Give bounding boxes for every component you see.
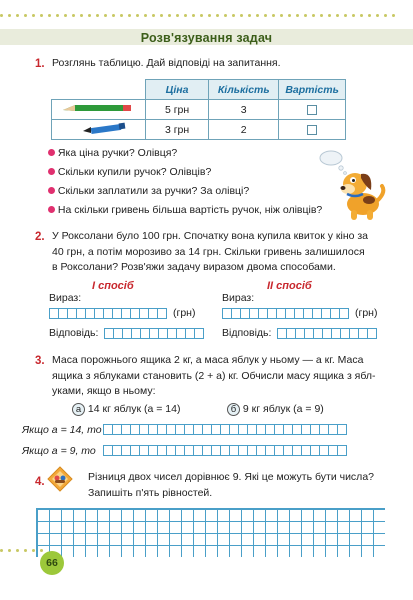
price-cell: 3 грн <box>145 120 209 140</box>
method-1-label: І спосіб <box>92 280 134 292</box>
option-b-marker: б <box>227 403 240 416</box>
pair-work-icon <box>47 466 73 495</box>
answer-input-1[interactable] <box>104 328 203 339</box>
bullet-icon <box>48 187 55 194</box>
cost-cell[interactable] <box>279 120 346 140</box>
expression-input-1[interactable] <box>49 308 166 319</box>
task-number-2: 2. <box>35 231 45 243</box>
pencil-icon <box>52 100 146 120</box>
task3-text: Маса порожнього ящика 2 кг, а маса яблук у ньому — a кг. Маса ящика з яблуками становить (2 + a) кг. Обчисли масу ящика з ябл- уками, якщо в ньому: <box>52 354 376 397</box>
cost-cell[interactable] <box>279 100 346 120</box>
task-number-3: 3. <box>35 355 45 367</box>
if-a-answer-input[interactable] <box>103 424 346 435</box>
page-number: 66 <box>46 557 58 569</box>
section-title: Розв'язування задач <box>140 31 273 45</box>
task2-text: У Роксолани було 100 грн. Спочатку вона купила квиток у кіно за 40 грн, а потім морозиво за 14 грн. Скільки гривень залишилося в Роксолани? Розв'яжи задачу виразом двома способами. <box>52 230 369 273</box>
answer-grid[interactable] <box>36 508 385 557</box>
task4-text: Різниця двох чисел дорівнює 9. Які це можуть бути числа? Запишіть п'ять рівностей. <box>88 471 374 499</box>
expression-label-1: Вираз: <box>49 292 82 304</box>
unit-label-1: (грн) <box>173 307 196 319</box>
list-item: Скільки купили ручок? Олівців? <box>48 166 322 185</box>
price-table-header-row <box>52 80 346 100</box>
if-b-label: Якщо a = 9, то <box>22 445 96 457</box>
column-header-cost: Вартість <box>279 80 346 100</box>
table-row <box>52 100 346 120</box>
column-header-price: Ціна <box>145 80 209 100</box>
price-cell: 5 грн <box>145 100 209 120</box>
quantity-cell: 3 <box>209 100 279 120</box>
question-list <box>48 147 322 223</box>
quantity-cell: 2 <box>209 120 279 140</box>
expression-input-2[interactable] <box>222 308 348 319</box>
option-b-text: 9 кг яблук (a = 9) <box>242 403 324 415</box>
bullet-icon <box>48 168 55 175</box>
if-b-answer-input[interactable] <box>103 445 346 456</box>
option-a <box>72 403 180 416</box>
if-a-label: Якщо a = 14, то <box>22 424 102 436</box>
bullet-icon <box>48 206 55 213</box>
answer-input-2[interactable] <box>277 328 376 339</box>
task-number-4: 4. <box>35 476 45 488</box>
dog-illustration-icon <box>317 142 387 227</box>
price-table-corner <box>52 80 146 100</box>
task1-prompt: Розглянь таблицю. Дай відповіді на запитання. <box>52 57 281 69</box>
answer-label-1: Відповідь: <box>49 327 99 339</box>
task-number-1: 1. <box>35 58 45 70</box>
list-item: На скільки гривень більша вартість ручок, ніж олівців? <box>48 204 322 223</box>
bullet-icon <box>48 149 55 156</box>
unit-label-2: (грн) <box>355 307 378 319</box>
option-a-marker: а <box>72 403 85 416</box>
decorative-dots-bottom <box>0 549 43 552</box>
column-header-quantity: Кількість <box>209 80 279 100</box>
answer-label-2: Відповідь: <box>222 327 272 339</box>
list-item: Яка ціна ручки? Олівця? <box>48 147 322 166</box>
pen-icon <box>52 120 146 140</box>
cost-checkbox[interactable] <box>307 105 317 115</box>
table-row <box>52 120 346 140</box>
list-item: Скільки заплатили за ручки? За олівці? <box>48 185 322 204</box>
option-a-text: 14 кг яблук (a = 14) <box>87 403 181 415</box>
cost-checkbox[interactable] <box>307 125 317 135</box>
option-b <box>227 403 324 416</box>
method-2-label: ІІ спосіб <box>267 280 312 292</box>
price-table <box>51 79 346 140</box>
expression-label-2: Вираз: <box>222 292 255 304</box>
decorative-dots-top <box>0 14 395 17</box>
